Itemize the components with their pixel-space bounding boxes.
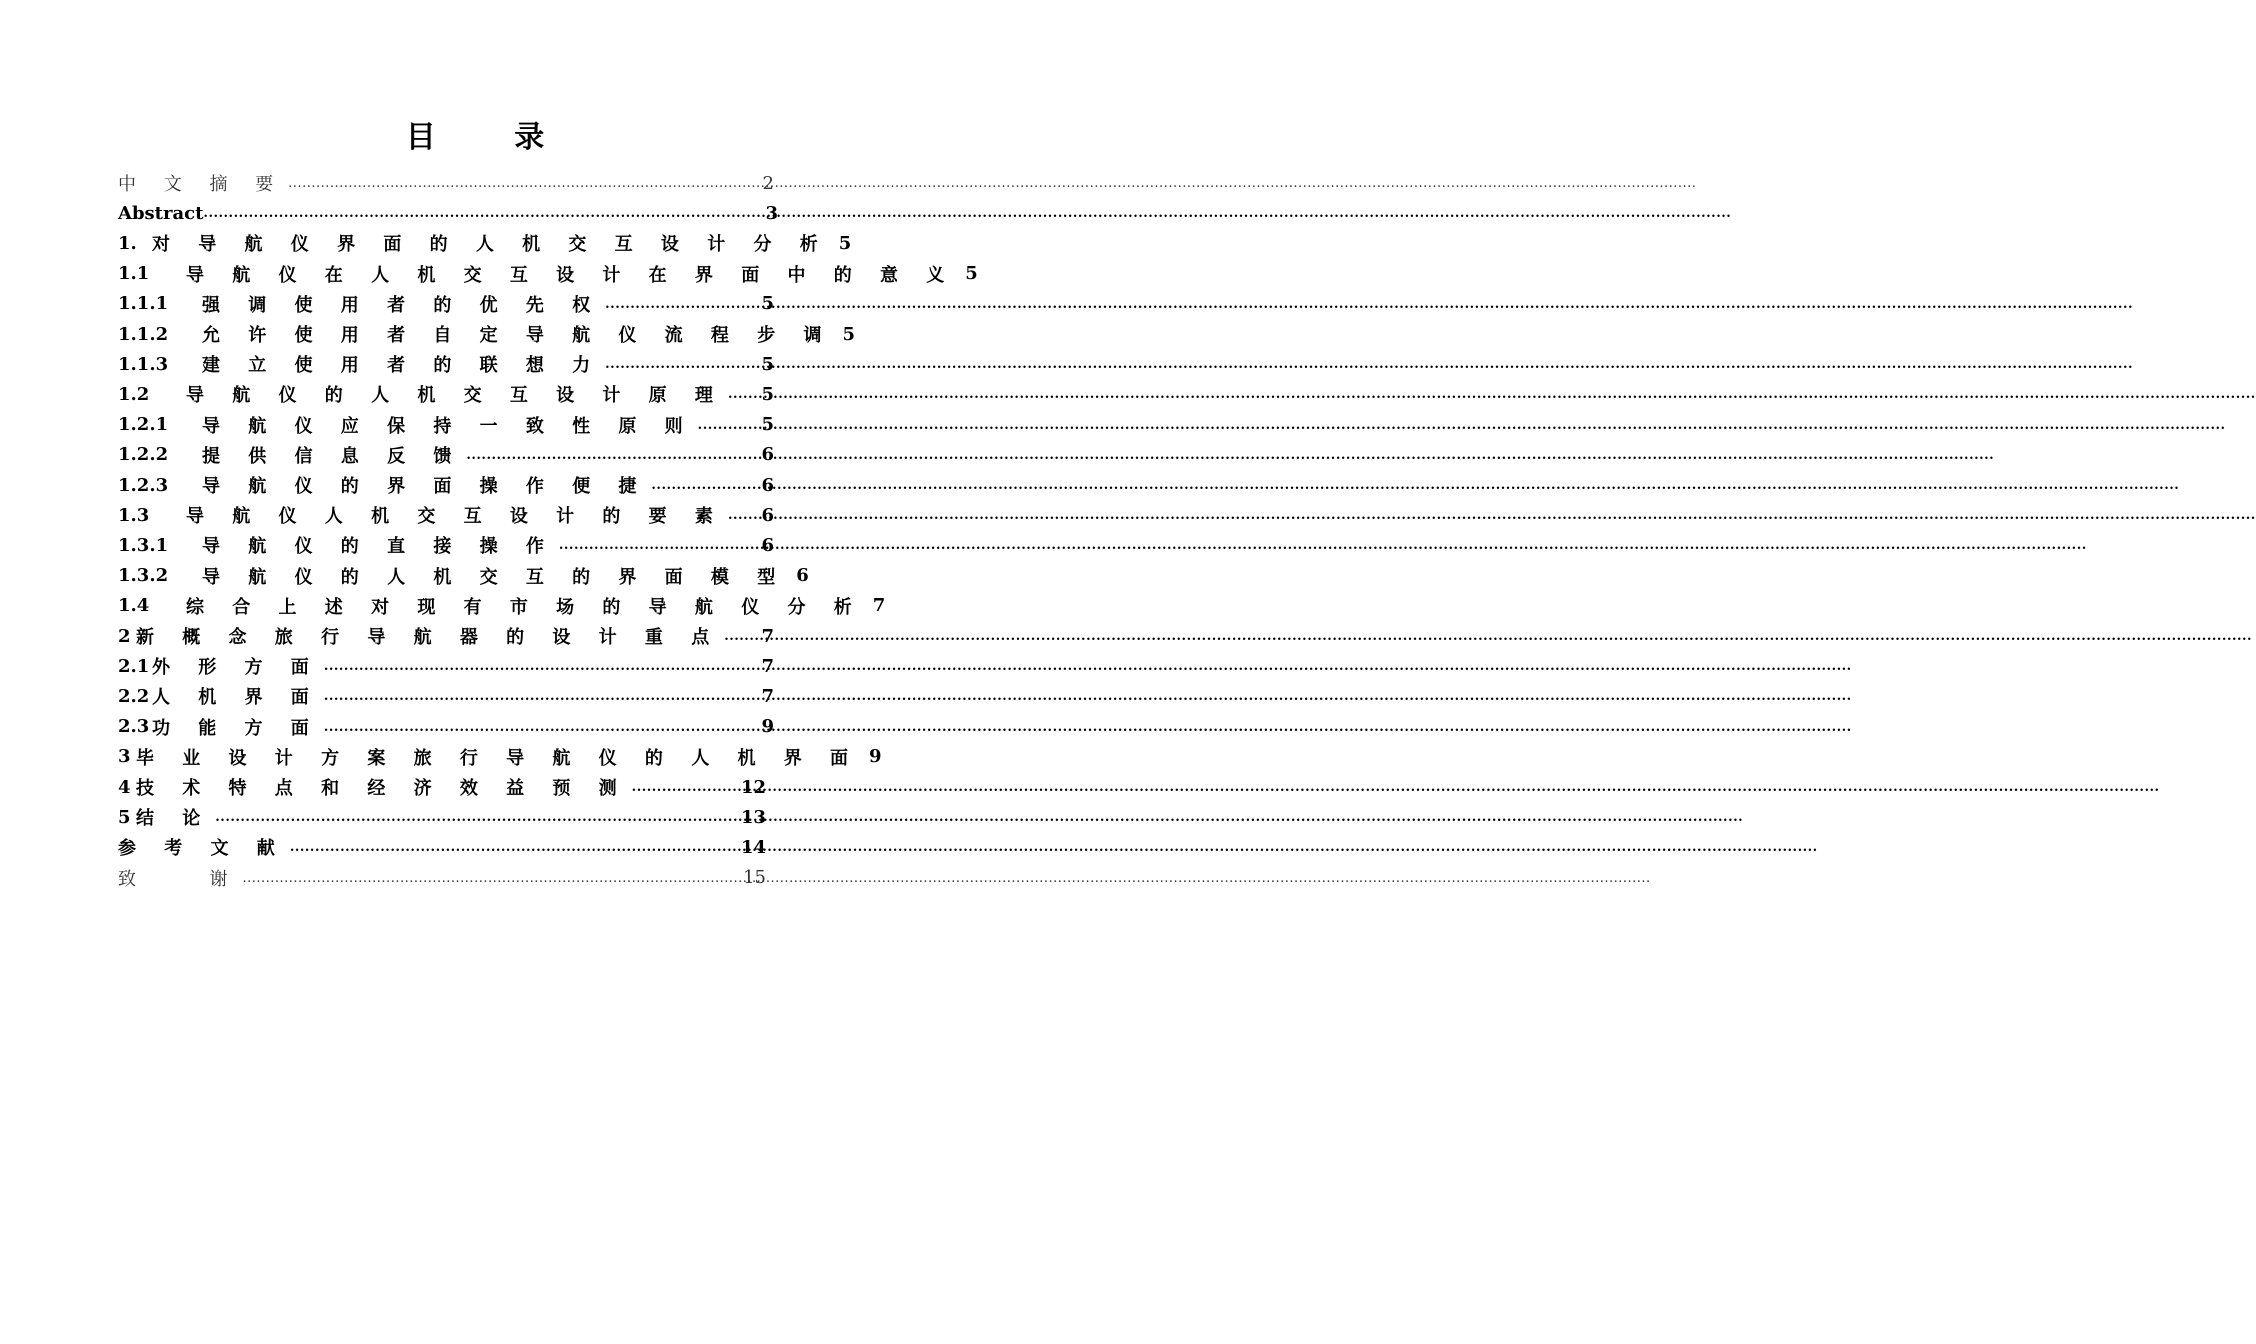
toc-entry-page-number: 5: [761, 293, 774, 315]
toc-entry[interactable]: [118, 379, 774, 409]
toc-entry[interactable]: [118, 259, 978, 289]
toc-entry-label: 导 航 仪 人 机 交 互 设 计 的 要 素: [186, 506, 724, 528]
toc-entry-page-number: 6: [761, 474, 774, 496]
toc-entry[interactable]: [118, 349, 774, 379]
toc-entry-page-number: 5: [842, 323, 855, 345]
toc-entry-page-number: 5: [838, 232, 852, 254]
toc-entry-label: 允 许 使 用 者 自 定 导 航 仪 流 程 步 调: [202, 325, 833, 346]
toc-leader-dots: [632, 772, 735, 802]
toc-entry-number: 5: [118, 806, 131, 828]
toc-entry-number: 1.2.2: [118, 444, 169, 466]
toc-entry-label: 参 考 文 献: [118, 838, 286, 860]
toc-entry-label: 提 供 信 息 反 馈: [202, 445, 463, 467]
toc-entry-number: 1.1: [118, 263, 150, 285]
toc-entry-page-number: 5: [761, 414, 774, 436]
toc-entry[interactable]: [118, 198, 778, 228]
toc-entry-number: 2.3: [118, 716, 150, 738]
toc-entry-label: 致 谢: [118, 868, 239, 890]
toc-entry-label: 毕 业 设 计 方 案 旅 行 导 航 仪 的 人 机 界 面: [136, 747, 859, 769]
toc-entry-number: 2.2: [118, 685, 150, 707]
toc-entry-label: 导 航 仪 应 保 持 一 致 性 原 则: [202, 415, 694, 437]
toc-entry-number: 1.2.1: [118, 414, 169, 436]
toc-leader-dots: [724, 621, 755, 651]
toc-entry[interactable]: [118, 651, 774, 681]
toc-entry-label: 中 文 摘 要: [118, 174, 285, 195]
toc-entry-page-number: 6: [761, 504, 774, 526]
toc-entry-page-number: 7: [761, 655, 774, 677]
toc-leader-dots: [324, 651, 756, 681]
toc-entry[interactable]: [118, 712, 774, 742]
toc-entry-page-number: 6: [761, 534, 774, 556]
toc-entry-page-number: 5: [761, 383, 774, 405]
toc-entry-page-number: 13: [740, 806, 766, 828]
toc-leader-dots: [203, 198, 765, 228]
toc-leader-dots: [215, 802, 735, 832]
toc-entry[interactable]: [118, 621, 774, 651]
toc-entry-label: 新 概 念 旅 行 导 航 器 的 设 计 重 点: [136, 627, 721, 648]
toc-entry-label: 功 能 方 面: [152, 717, 320, 739]
toc-entry-label: 导 航 仪 的 人 机 交 互 设 计 原 理: [186, 385, 724, 407]
toc-leader-dots: [728, 379, 756, 409]
toc-entry-label: 导 航 仪 的 界 面 操 作 便 捷: [202, 476, 648, 497]
toc-entry-page-number: 3: [765, 202, 778, 224]
toc-entry[interactable]: [118, 168, 774, 198]
toc-entry[interactable]: [118, 319, 855, 349]
toc-leader-dots: [324, 681, 756, 711]
toc-entry-label: 建 立 使 用 者 的 联 想 力: [202, 355, 602, 377]
toc-leader-dots: [324, 712, 756, 742]
toc-entry-label: 导 航 仪 在 人 机 交 互 设 计 在 界 面 中 的 意 义: [186, 264, 956, 286]
toc-entry[interactable]: [118, 410, 774, 440]
toc-leader-dots: [290, 832, 735, 862]
toc-leader-dots: [466, 440, 755, 470]
toc-entry-number: 1.2: [118, 383, 150, 405]
toc-entry-page-number: 6: [796, 565, 809, 587]
toc-entry-number: 1.1.1: [118, 293, 169, 315]
toc-entry-page-number: 5: [761, 353, 774, 375]
toc-entry[interactable]: [118, 561, 809, 591]
toc-entry[interactable]: [118, 500, 774, 530]
toc-entry-page-number: 9: [761, 716, 774, 738]
toc-entry-page-number: 6: [761, 444, 774, 466]
toc-entry-number: 1.: [118, 232, 137, 254]
toc-entry-label: 强 调 使 用 者 的 优 先 权: [202, 294, 602, 316]
toc-leader-dots: [242, 863, 737, 893]
toc-entry-number: 4: [118, 776, 131, 798]
toc-entry-label: 人 机 界 面: [152, 687, 320, 709]
toc-entry-label: 技 术 特 点 和 经 济 效 益 预 测: [136, 778, 628, 799]
toc-entry[interactable]: [118, 802, 766, 832]
toc-entry-page-number: 7: [761, 685, 774, 707]
toc-leader-dots: [651, 470, 755, 500]
toc-leader-dots: [698, 410, 756, 440]
toc-entry[interactable]: [118, 772, 766, 802]
toc-entry[interactable]: [118, 832, 766, 862]
toc-entry[interactable]: [118, 289, 774, 319]
toc-entry-number: 1.1.2: [118, 323, 169, 345]
toc-entry[interactable]: [118, 530, 774, 560]
toc-entry[interactable]: [118, 228, 852, 258]
toc-entry-page-number: 7: [761, 625, 774, 647]
toc-entry-page-number: 5: [965, 263, 978, 285]
toc-entry-number: 1.1.3: [118, 353, 169, 375]
toc-entry[interactable]: [118, 863, 766, 893]
toc-entry-number: 2.1: [118, 655, 150, 677]
toc-entry-page-number: 7: [872, 595, 886, 617]
toc-entry[interactable]: [118, 681, 774, 711]
toc-entry-label: 结 论: [136, 808, 212, 830]
toc-entry[interactable]: [118, 440, 774, 470]
toc-entry-page-number: 2: [762, 172, 774, 194]
toc-entry[interactable]: [118, 591, 886, 621]
toc-leader-dots: [605, 289, 755, 319]
toc-leader-dots: [728, 500, 756, 530]
page-title: 目 录: [405, 120, 579, 155]
toc-entry-number: 1.3.1: [118, 534, 169, 556]
toc-entry-label: 综 合 上 述 对 现 有 市 场 的 导 航 仪 分 析: [186, 596, 863, 618]
toc-leader-dots: [559, 530, 756, 560]
toc-entry-number: 1.3.2: [118, 565, 169, 587]
toc-entry-label: Abstract: [118, 202, 204, 224]
toc-entry-page-number: 12: [740, 776, 766, 798]
toc-entry-page-number: 15: [743, 867, 766, 889]
toc-leader-dots: [605, 349, 755, 379]
toc-entry[interactable]: [118, 742, 882, 772]
toc-entry-page-number: 14: [740, 836, 766, 858]
toc-entry-number: 1.4: [118, 595, 150, 617]
toc-entry[interactable]: [118, 470, 774, 500]
toc-entry-number: 3: [118, 746, 131, 768]
toc-entry-page-number: 9: [869, 746, 882, 768]
toc-entry-number: 1.2.3: [118, 474, 169, 496]
toc-entry-number: 1.3: [118, 504, 150, 526]
toc-entry-label: 导 航 仪 的 直 接 操 作: [202, 536, 555, 558]
toc-leader-dots: [288, 168, 756, 198]
toc-entry-number: 2: [118, 625, 131, 647]
toc-entry-label: 对 导 航 仪 界 面 的 人 机 交 互 设 计 分 析: [152, 234, 829, 256]
toc-entry-label: 导 航 仪 的 人 机 交 互 的 界 面 模 型: [202, 566, 787, 588]
toc-entry-label: 外 形 方 面: [152, 657, 320, 679]
